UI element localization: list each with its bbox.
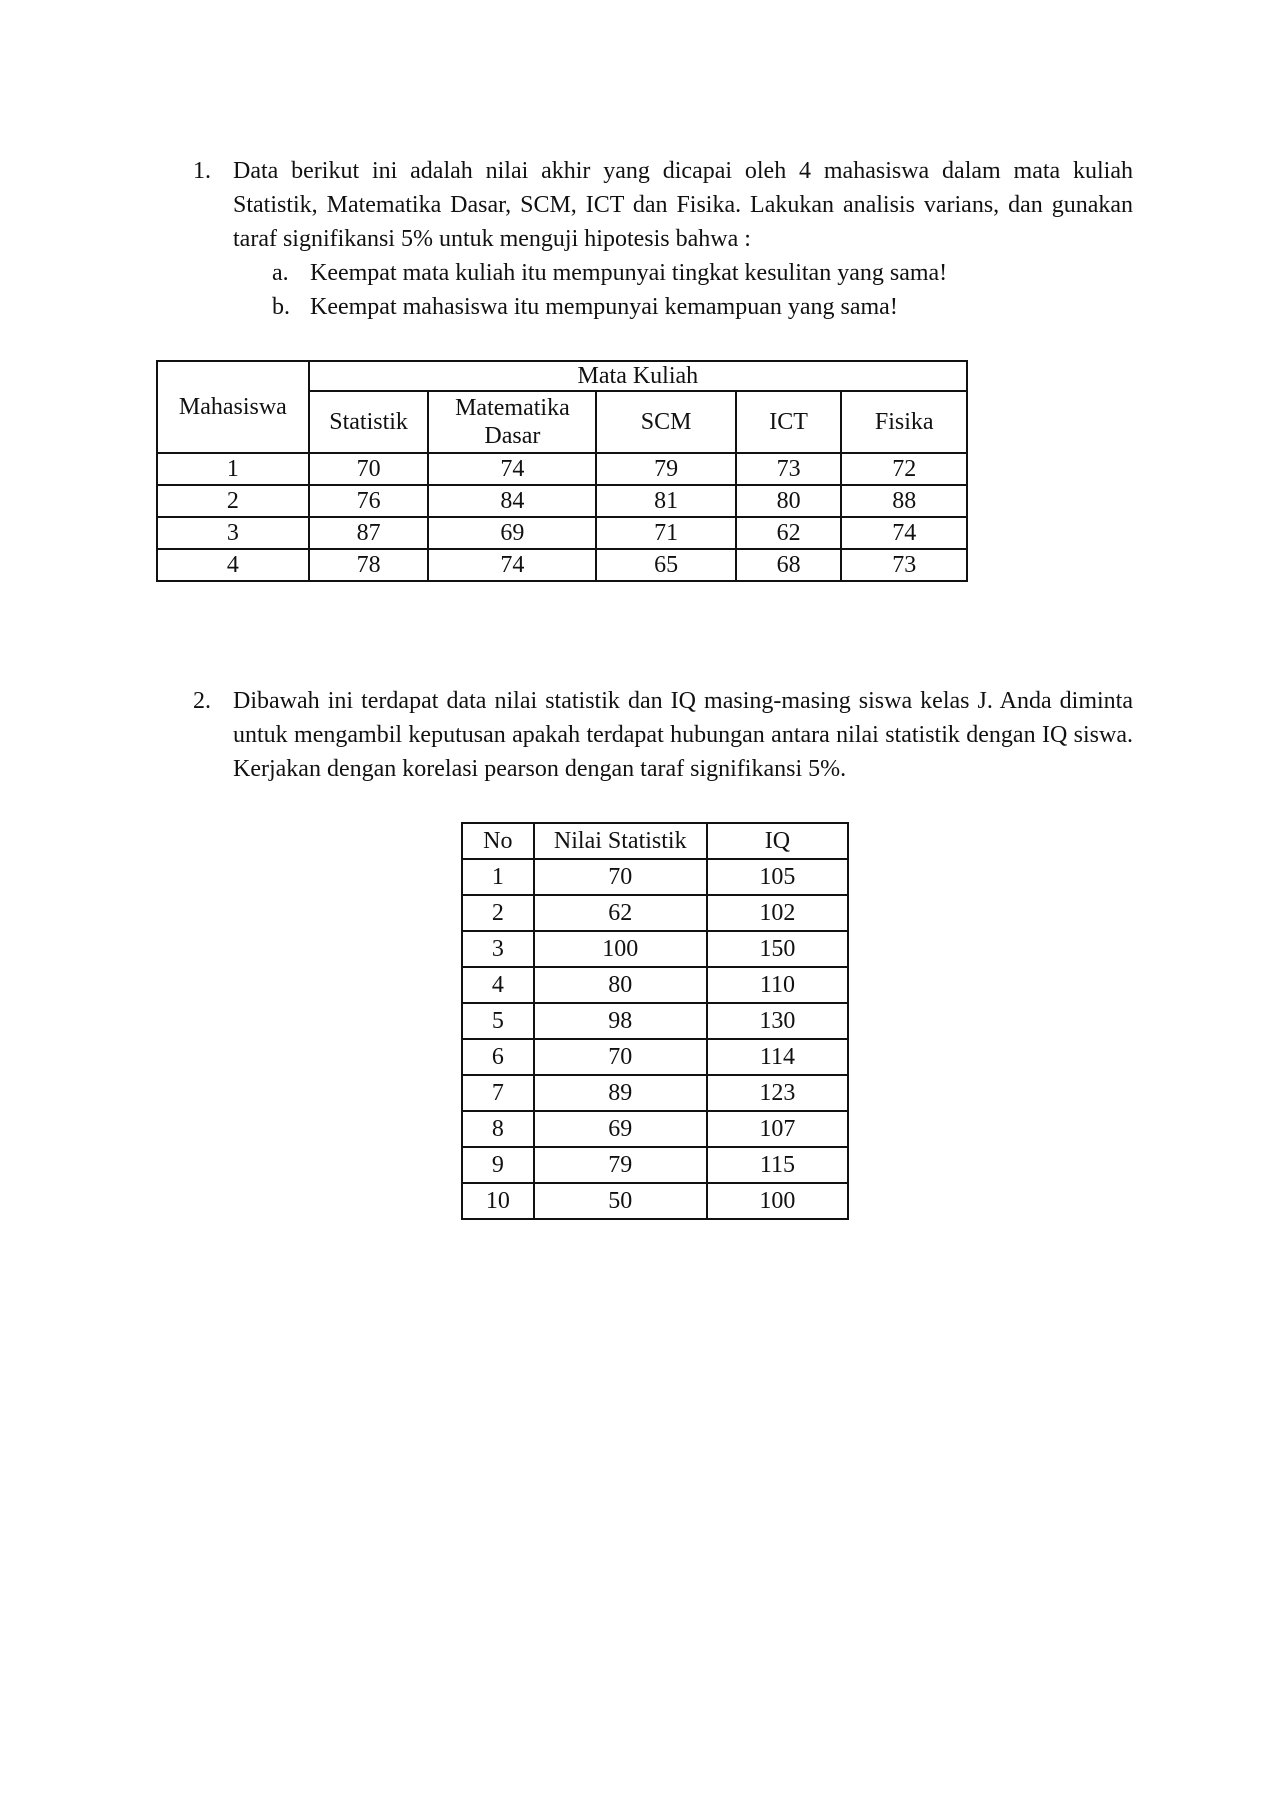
- table-cell: 98: [534, 1003, 707, 1039]
- item-a-text: Keempat mata kuliah itu mempunyai tingkat kesulitan yang sama!: [310, 260, 948, 286]
- table-cell: 70: [309, 453, 429, 485]
- table-cell: 150: [707, 931, 848, 967]
- table-row: [462, 1039, 848, 1075]
- item-a-letter: a.: [272, 260, 289, 286]
- table-cell: 100: [707, 1183, 848, 1219]
- table-row: [157, 517, 967, 549]
- table-header-row: [157, 361, 967, 391]
- table-cell: 7: [462, 1075, 534, 1111]
- question-1-item-a: [272, 256, 1133, 290]
- table-cell: 5: [462, 1003, 534, 1039]
- table-cell: 74: [841, 517, 967, 549]
- table-row: [462, 1147, 848, 1183]
- question-2-text: Dibawah ini terdapat data nilai statistik dan IQ masing-masing siswa kelas J. Anda diminta untuk mengambil keputusan apakah terdapat hubungan antara nilai statistik dengan IQ siswa. Kerjakan dengan korelasi pearson dengan taraf signifikansi 5%.: [233, 688, 1133, 782]
- table-cell: 50: [534, 1183, 707, 1219]
- header-nilai-statistik: Nilai Statistik: [534, 823, 707, 859]
- table-cell: 65: [596, 549, 735, 581]
- table-row: [157, 485, 967, 517]
- table-cell: 10: [462, 1183, 534, 1219]
- table-row: [157, 453, 967, 485]
- table-cell: 115: [707, 1147, 848, 1183]
- header-fisika: Fisika: [841, 391, 967, 453]
- table-cell: 3: [462, 931, 534, 967]
- header-statistik: Statistik: [309, 391, 429, 453]
- correlation-table: [461, 822, 849, 1220]
- table-cell: 70: [534, 1039, 707, 1075]
- table-cell: 2: [462, 895, 534, 931]
- table-cell: 102: [707, 895, 848, 931]
- table-cell: 107: [707, 1111, 848, 1147]
- table-cell: 84: [428, 485, 596, 517]
- table-cell: 88: [841, 485, 967, 517]
- question-1-item-b: [272, 290, 1133, 324]
- table-cell: 1: [462, 859, 534, 895]
- table-cell: 1: [157, 453, 309, 485]
- table-cell: 89: [534, 1075, 707, 1111]
- header-no: No: [462, 823, 534, 859]
- table-header-row: [462, 823, 848, 859]
- table-row: [462, 859, 848, 895]
- table-cell: 114: [707, 1039, 848, 1075]
- table-cell: 62: [534, 895, 707, 931]
- table-cell: 4: [157, 549, 309, 581]
- table-cell: 100: [534, 931, 707, 967]
- header-iq: IQ: [707, 823, 848, 859]
- table-cell: 72: [841, 453, 967, 485]
- table-cell: 68: [736, 549, 842, 581]
- table-cell: 74: [428, 549, 596, 581]
- header-matematika-dasar: Matematika Dasar: [428, 391, 596, 453]
- table-cell: 73: [841, 549, 967, 581]
- question-1-number: 1.: [193, 158, 211, 184]
- question-2-number: 2.: [193, 688, 211, 714]
- item-b-text: Keempat mahasiswa itu mempunyai kemampuan yang sama!: [310, 294, 898, 320]
- header-mata-kuliah: Mata Kuliah: [309, 361, 967, 391]
- table-cell: 69: [534, 1111, 707, 1147]
- table-row: [462, 895, 848, 931]
- table-cell: 3: [157, 517, 309, 549]
- table-cell: 130: [707, 1003, 848, 1039]
- table-cell: 73: [736, 453, 842, 485]
- header-scm: SCM: [596, 391, 735, 453]
- table-cell: 70: [534, 859, 707, 895]
- item-b-letter: b.: [272, 294, 290, 320]
- table-cell: 81: [596, 485, 735, 517]
- table-cell: 4: [462, 967, 534, 1003]
- table-row: [462, 1003, 848, 1039]
- question-1: [193, 154, 1133, 324]
- table-row: [157, 549, 967, 581]
- table-cell: 79: [534, 1147, 707, 1183]
- header-ict: ICT: [736, 391, 842, 453]
- table-cell: 78: [309, 549, 429, 581]
- table-cell: 9: [462, 1147, 534, 1183]
- table-cell: 8: [462, 1111, 534, 1147]
- table-cell: 110: [707, 967, 848, 1003]
- table-cell: 76: [309, 485, 429, 517]
- table-cell: 2: [157, 485, 309, 517]
- table-cell: 71: [596, 517, 735, 549]
- grades-table: [156, 360, 968, 582]
- table-row: [462, 1075, 848, 1111]
- table-cell: 123: [707, 1075, 848, 1111]
- table-cell: 105: [707, 859, 848, 895]
- table-row: [462, 1183, 848, 1219]
- table-cell: 69: [428, 517, 596, 549]
- table-row: [462, 967, 848, 1003]
- table-cell: 79: [596, 453, 735, 485]
- table-cell: 74: [428, 453, 596, 485]
- table-row: [462, 931, 848, 967]
- table-row: [462, 1111, 848, 1147]
- table-cell: 62: [736, 517, 842, 549]
- table-cell: 87: [309, 517, 429, 549]
- header-mahasiswa: Mahasiswa: [157, 361, 309, 453]
- table-cell: 6: [462, 1039, 534, 1075]
- question-1-text: Data berikut ini adalah nilai akhir yang dicapai oleh 4 mahasiswa dalam mata kuliah Statistik, Matematika Dasar, SCM, ICT dan Fisika. Lakukan analisis varians, dan gunakan taraf signifikansi 5% untuk menguji hipotesis bahwa :: [233, 158, 1133, 252]
- question-2: [193, 684, 1133, 786]
- table-cell: 80: [736, 485, 842, 517]
- table-cell: 80: [534, 967, 707, 1003]
